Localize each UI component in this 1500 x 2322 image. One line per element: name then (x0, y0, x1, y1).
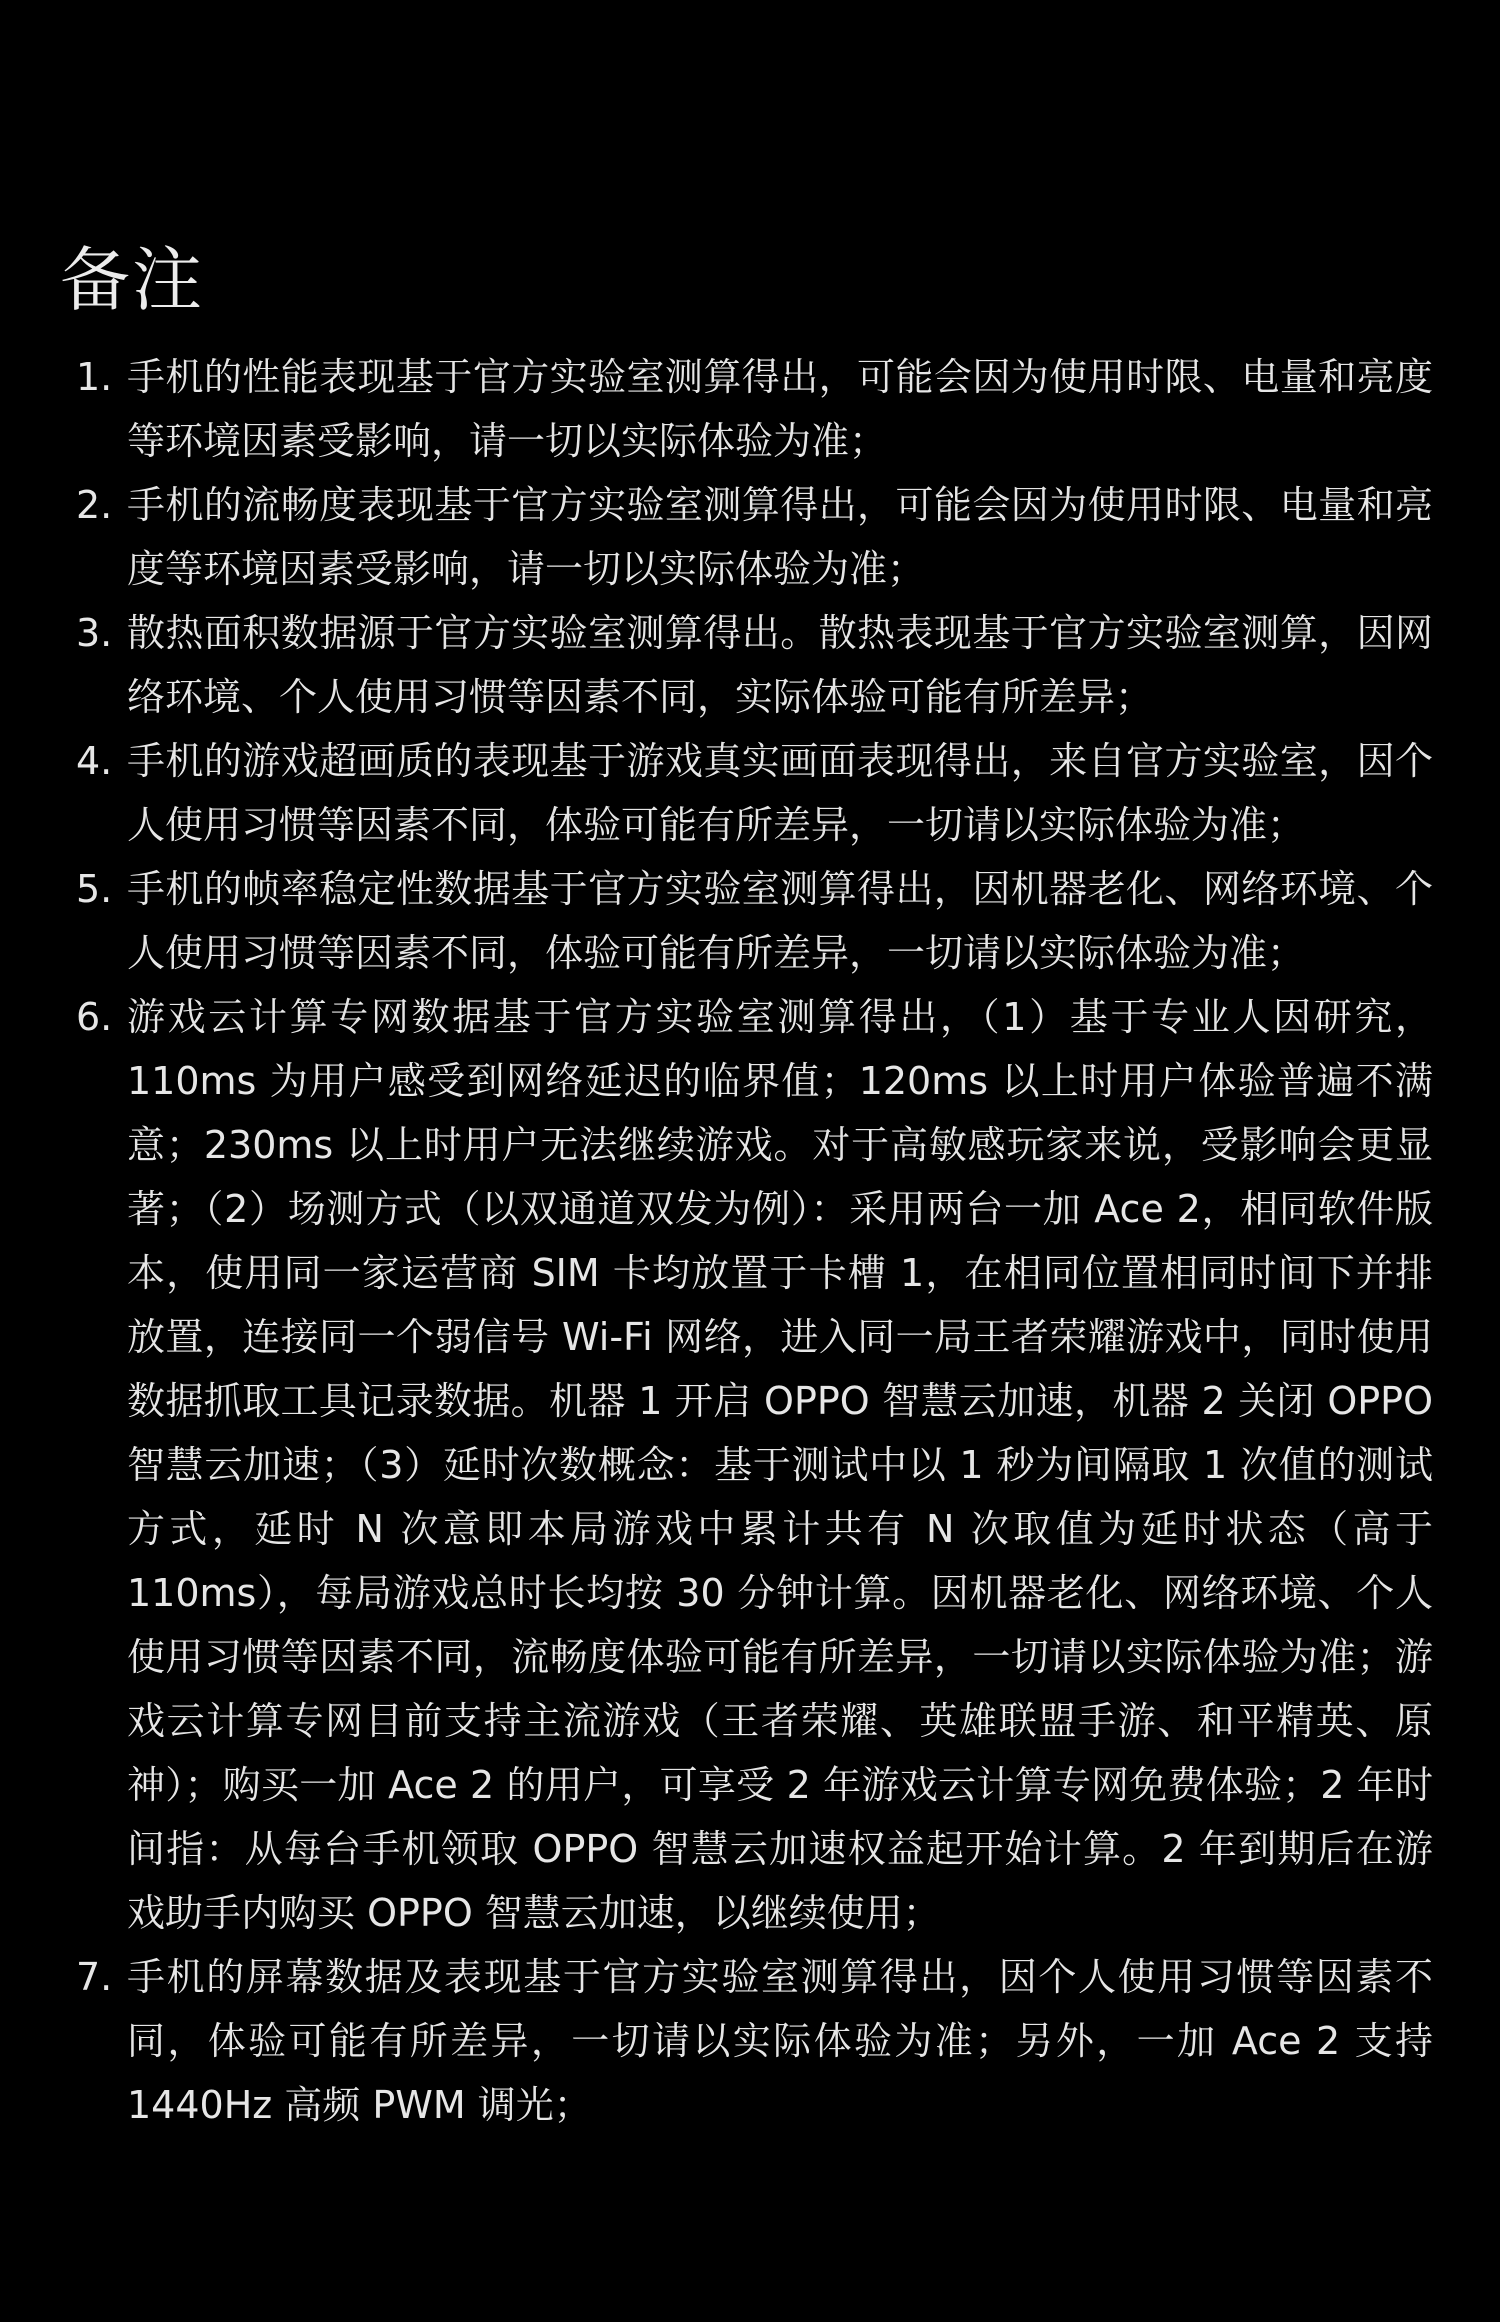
note-number: 3. (76, 611, 113, 655)
note-text: 散热面积数据源于官方实验室测算得出。散热表现基于官方实验室测算，因网络环境、个人使用习惯等因素不同，实际体验可能有所差异； (127, 611, 1433, 719)
note-text: 游戏云计算专网数据基于官方实验室测算得出，（1）基于专业人因研究，110ms 为用户感受到网络延迟的临界值；120ms 以上时用户体验普遍不满意；230ms 以上时用户无法继续游戏。对于高敏感玩家来说，受影响会更显著；（2）场测方式（以双通道双发为例）：采用两台一加 Ace 2，相同软件版本，使用同一家运营商 SIM 卡均放置于卡槽 1，在相同位置相同时间下并排放置，连接同一个弱信号 Wi-Fi 网络，进入同一局王者荣耀游戏中，同时使用数据抓取工具记录数据。机器 1 开启 OPPO 智慧云加速，机器 2 关闭 OPPO 智慧云加速；（3）延时次数概念：基于测试中以 1 秒为间隔取 1 次值的测试方式，延时 N 次意即本局游戏中累计共有 N 次取值为延时状态（高于 110ms），每局游戏总时长均按 30 分钟计算。因机器老化、网络环境、个人使用习惯等因素不同，流畅度体验可能有所差异，一切请以实际体验为准；游戏云计算专网目前支持主流游戏（王者荣耀、英雄联盟手游、和平精英、原神）；购买一加 Ace 2 的用户，可享受 2 年游戏云计算专网免费体验；2 年时间指：从每台手机领取 OPPO 智慧云加速权益起开始计算。2 年到期后在游戏助手内购买 OPPO 智慧云加速，以继续使用； (127, 995, 1433, 1935)
note-item-4 (0, 729, 1433, 857)
note-number: 1. (76, 355, 113, 399)
note-item-3 (0, 601, 1433, 729)
note-item-2 (0, 473, 1433, 601)
note-text: 手机的帧率稳定性数据基于官方实验室测算得出，因机器老化、网络环境、个人使用习惯等因素不同，体验可能有所差异，一切请以实际体验为准； (127, 867, 1433, 975)
note-number: 5. (76, 867, 113, 911)
note-item-1 (0, 345, 1433, 473)
note-text: 手机的性能表现基于官方实验室测算得出，可能会因为使用时限、电量和亮度等环境因素受影响，请一切以实际体验为准； (127, 355, 1433, 463)
note-item-7 (0, 1945, 1433, 2137)
note-text: 手机的屏幕数据及表现基于官方实验室测算得出，因个人使用习惯等因素不同，体验可能有所差异，一切请以实际体验为准；另外，一加 Ace 2 支持 1440Hz 高频 PWM 调光； (127, 1955, 1433, 2127)
note-text: 手机的流畅度表现基于官方实验室测算得出，可能会因为使用时限、电量和亮度等环境因素受影响，请一切以实际体验为准； (127, 483, 1433, 591)
note-number: 2. (76, 483, 113, 527)
note-number: 7. (76, 1955, 113, 1999)
notes-heading: 备注 (60, 239, 204, 321)
note-item-6 (0, 985, 1433, 1945)
notes-list (0, 345, 1500, 2137)
note-number: 6. (76, 995, 113, 1039)
note-item-5 (0, 857, 1433, 985)
note-number: 4. (76, 739, 113, 783)
note-text: 手机的游戏超画质的表现基于游戏真实画面表现得出，来自官方实验室，因个人使用习惯等因素不同，体验可能有所差异，一切请以实际体验为准； (127, 739, 1433, 847)
